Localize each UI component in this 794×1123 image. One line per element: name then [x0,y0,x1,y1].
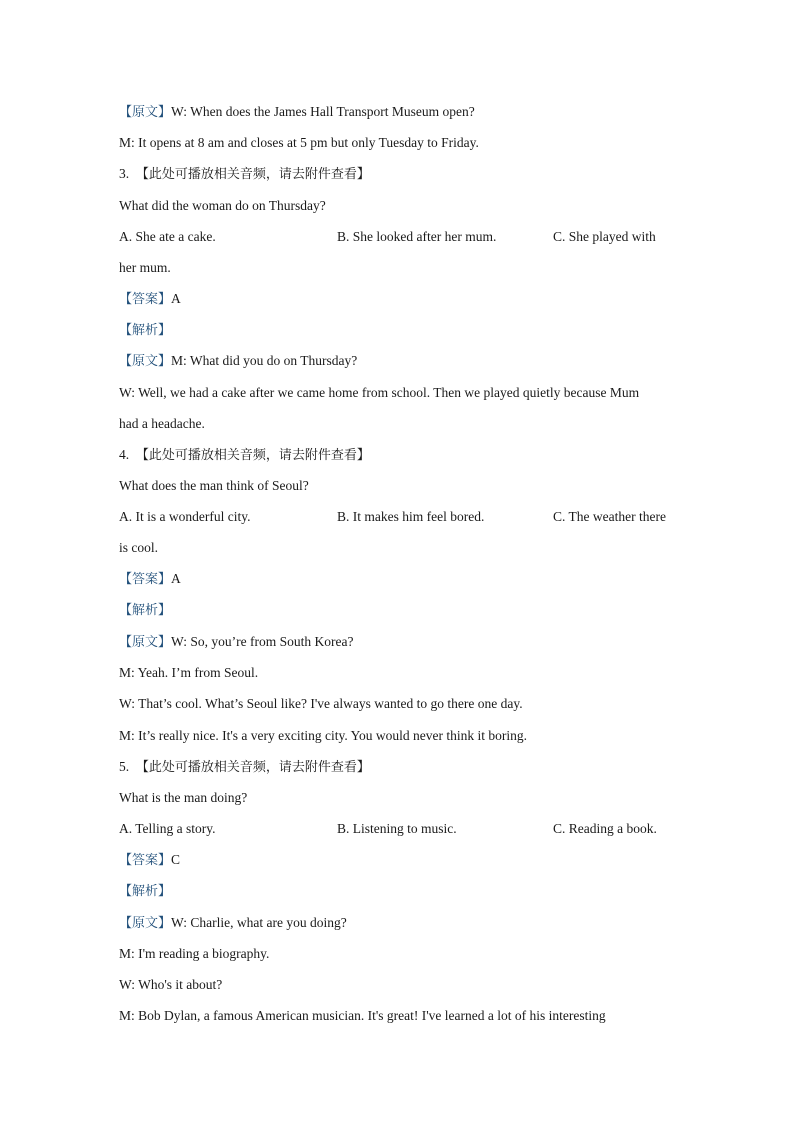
q5-question: What is the man doing? [119,790,248,805]
analysis-tag: 【解析】 [119,323,172,338]
original-tag: 【原文】 [119,354,172,369]
q5-number: 5. [119,759,130,774]
q5-audio-note: 【此处可播放相关音频，请去附件查看】 [135,760,370,775]
q4-question: What does the man think of Seoul? [119,478,309,493]
analysis-tag: 【解析】 [119,884,172,899]
q4-option-a: A. It is a wonderful city. [119,509,251,524]
q3-audio-note: 【此处可播放相关音频，请去附件查看】 [135,167,370,182]
q4-option-c-cont: is cool. [119,540,158,555]
q3-option-c-cont: her mum. [119,260,171,275]
q3-option-c: C. She played with [553,229,656,244]
q2-reply: M: It opens at 8 am and closes at 5 pm but only Tuesday to Friday. [119,135,479,150]
q3-dialogue-line: had a headache. [119,416,205,431]
q3-option-a: A. She ate a cake. [119,229,216,244]
analysis-tag: 【解析】 [119,603,172,618]
q5-dialogue-line: M: Bob Dylan, a famous American musician. It's great! I've learned a lot of his interesting [119,1008,606,1023]
q5-dialogue-line: W: Who's it about? [119,977,223,992]
q5-analysis [119,882,171,901]
q4-option-c: C. The weather there [553,509,666,524]
q5-option-a: A. Telling a story. [119,821,216,836]
q5-option-b: B. Listening to music. [337,821,457,836]
q3-answer [119,290,181,309]
q4-answer-value: A [171,571,181,586]
q3-original-line [119,352,357,371]
q5-original-text: W: Charlie, what are you doing? [171,915,347,930]
q3-question: What did the woman do on Thursday? [119,198,326,213]
q3-header [119,165,370,184]
q2-original-text: W: When does the James Hall Transport Museum open? [171,104,475,119]
original-tag: 【原文】 [119,105,172,120]
q2-original-line [119,103,475,122]
q3-number: 3. [119,166,130,181]
q4-original-text: W: So, you’re from South Korea? [171,634,354,649]
q3-analysis [119,321,171,340]
q5-option-c: C. Reading a book. [553,821,657,836]
q4-original-line [119,633,353,652]
q4-analysis [119,601,171,620]
q5-answer [119,851,180,870]
q4-dialogue-line: M: Yeah. I’m from Seoul. [119,665,259,680]
q5-dialogue-line: M: I'm reading a biography. [119,946,270,961]
q3-answer-value: A [171,291,181,306]
q4-audio-note: 【此处可播放相关音频，请去附件查看】 [135,448,370,463]
original-tag: 【原文】 [119,635,172,650]
q4-dialogue-line: W: That’s cool. What’s Seoul like? I've always wanted to go there one day. [119,696,523,711]
q5-original-line [119,914,347,933]
answer-tag: 【答案】 [119,292,172,307]
q3-option-b: B. She looked after her mum. [337,229,497,244]
q5-header [119,758,370,777]
original-tag: 【原文】 [119,916,172,931]
answer-tag: 【答案】 [119,572,172,587]
answer-tag: 【答案】 [119,853,172,868]
q4-number: 4. [119,447,130,462]
q3-dialogue-line: W: Well, we had a cake after we came home from school. Then we played quietly because Mum [119,385,640,400]
q3-original-text: M: What did you do on Thursday? [171,353,358,368]
q4-dialogue-line: M: It’s really nice. It's a very exciting city. You would never think it boring. [119,728,527,743]
q4-answer [119,570,181,589]
q5-answer-value: C [171,852,181,867]
q4-option-b: B. It makes him feel bored. [337,509,485,524]
q4-header [119,446,370,465]
